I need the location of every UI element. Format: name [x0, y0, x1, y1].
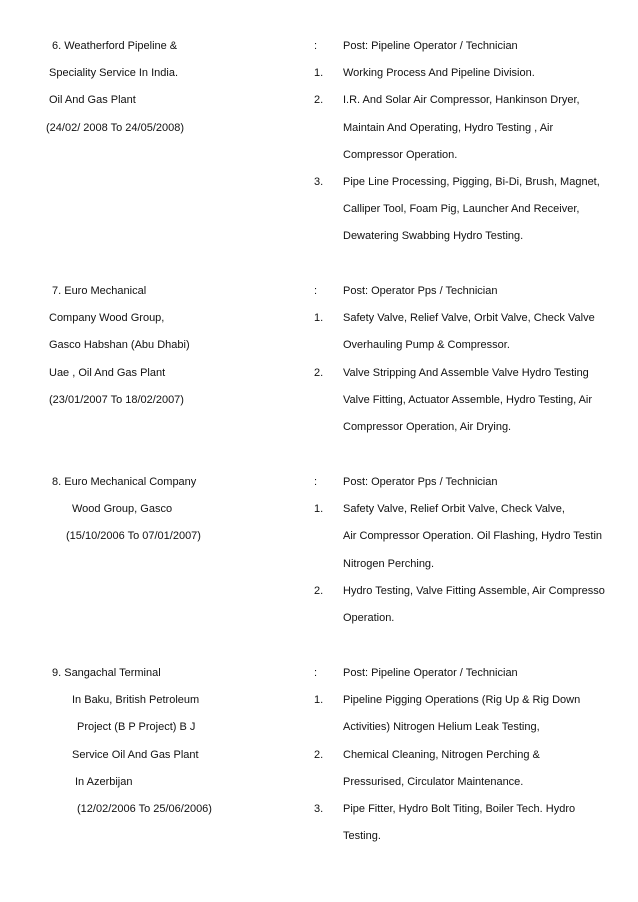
post-title: Post: Pipeline Operator / Technician — [343, 40, 518, 52]
employer-line: Gasco Habshan (Abu Dhabi) — [49, 339, 190, 352]
employer-line: (24/02/ 2008 To 24/05/2008) — [46, 121, 185, 134]
employer-line: In Azerbijan — [75, 775, 133, 788]
duty-line: Safety Valve, Relief Orbit Valve, Check Valve, — [343, 503, 565, 516]
employer-line: (23/01/2007 To 18/02/2007) — [49, 393, 184, 406]
duty-line: Calliper Tool, Foam Pig, Launcher And Receiver, — [343, 203, 580, 216]
item-number: 1. — [314, 694, 324, 707]
employer-line: 9. Sangachal Terminal — [52, 667, 161, 679]
item-number: 3. — [314, 803, 324, 815]
duty-line: Pipe Fitter, Hydro Bolt Titing, Boiler Tech. Hydro — [343, 803, 576, 815]
employer-line: (12/02/2006 To 25/06/2006) — [77, 803, 212, 815]
duty-line: Operation. — [343, 612, 395, 624]
duty-line: Compressor Operation, Air Drying. — [343, 421, 512, 433]
duty-line: I.R. And Solar Air Compressor, Hankinson Dryer, — [343, 94, 580, 107]
employer-line: Company Wood Group, — [49, 312, 165, 325]
duty-line: Valve Fitting, Actuator Assemble, Hydro Testing, Air — [343, 393, 593, 406]
employer-line: Project (B P Project) B J — [77, 721, 196, 734]
duty-line: Pressurised, Circulator Maintenance. — [343, 775, 524, 788]
item-number: 3. — [314, 176, 324, 188]
post-title: Post: Pipeline Operator / Technician — [343, 667, 518, 679]
duty-line: Activities) Nitrogen Helium Leak Testing, — [343, 721, 540, 734]
employer-line: 6. Weatherford Pipeline & — [52, 40, 178, 52]
separator-colon: : — [314, 667, 318, 679]
employer-line: Wood Group, Gasco — [72, 503, 173, 516]
item-number: 1. — [314, 503, 324, 516]
item-number: 2. — [314, 94, 324, 107]
duty-line: Testing. — [343, 830, 381, 843]
duty-line: Chemical Cleaning, Nitrogen Perching & — [343, 748, 540, 761]
employer-line: Oil And Gas Plant — [49, 94, 136, 107]
separator-colon: : — [314, 285, 318, 297]
employer-line: In Baku, British Petroleum — [72, 694, 200, 707]
duty-line: Pipeline Pigging Operations (Rig Up & Rig Down — [343, 694, 581, 707]
employer-line: (15/10/2006 To 07/01/2007) — [66, 530, 201, 543]
duty-line: Valve Stripping And Assemble Valve Hydro Testing — [343, 366, 589, 379]
duty-line: Air Compressor Operation. Oil Flashing, Hydro Testin — [343, 530, 603, 543]
item-number: 1. — [314, 67, 324, 80]
item-number: 2. — [314, 584, 324, 597]
item-number: 1. — [314, 312, 324, 325]
item-number: 2. — [314, 366, 324, 379]
duty-line: Pipe Line Processing, Pigging, Bi-Di, Brush, Magnet, — [343, 176, 600, 188]
employer-line: Speciality Service In India. — [49, 67, 179, 80]
duty-line: Dewatering Swabbing Hydro Testing. — [343, 230, 524, 243]
employer-line: 8. Euro Mechanical Company — [52, 476, 197, 488]
duty-line: Overhauling Pump & Compressor. — [343, 339, 510, 352]
duty-line: Nitrogen Perching. — [343, 557, 435, 570]
duty-line: Compressor Operation. — [343, 148, 458, 161]
duty-line: Safety Valve, Relief Valve, Orbit Valve, Check Valve — [343, 312, 595, 325]
duty-line: Hydro Testing, Valve Fitting Assemble, Air Compresso — [343, 584, 605, 597]
duty-line: Working Process And Pipeline Division. — [343, 67, 535, 80]
separator-colon: : — [314, 476, 318, 488]
post-title: Post: Operator Pps / Technician — [343, 476, 498, 488]
duty-line: Maintain And Operating, Hydro Testing , Air — [343, 121, 554, 134]
separator-colon: : — [314, 40, 318, 52]
employer-line: 7. Euro Mechanical — [52, 285, 147, 297]
post-title: Post: Operator Pps / Technician — [343, 285, 498, 297]
item-number: 2. — [314, 748, 324, 761]
employer-line: Service Oil And Gas Plant — [72, 748, 199, 761]
employer-line: Uae , Oil And Gas Plant — [49, 366, 166, 379]
